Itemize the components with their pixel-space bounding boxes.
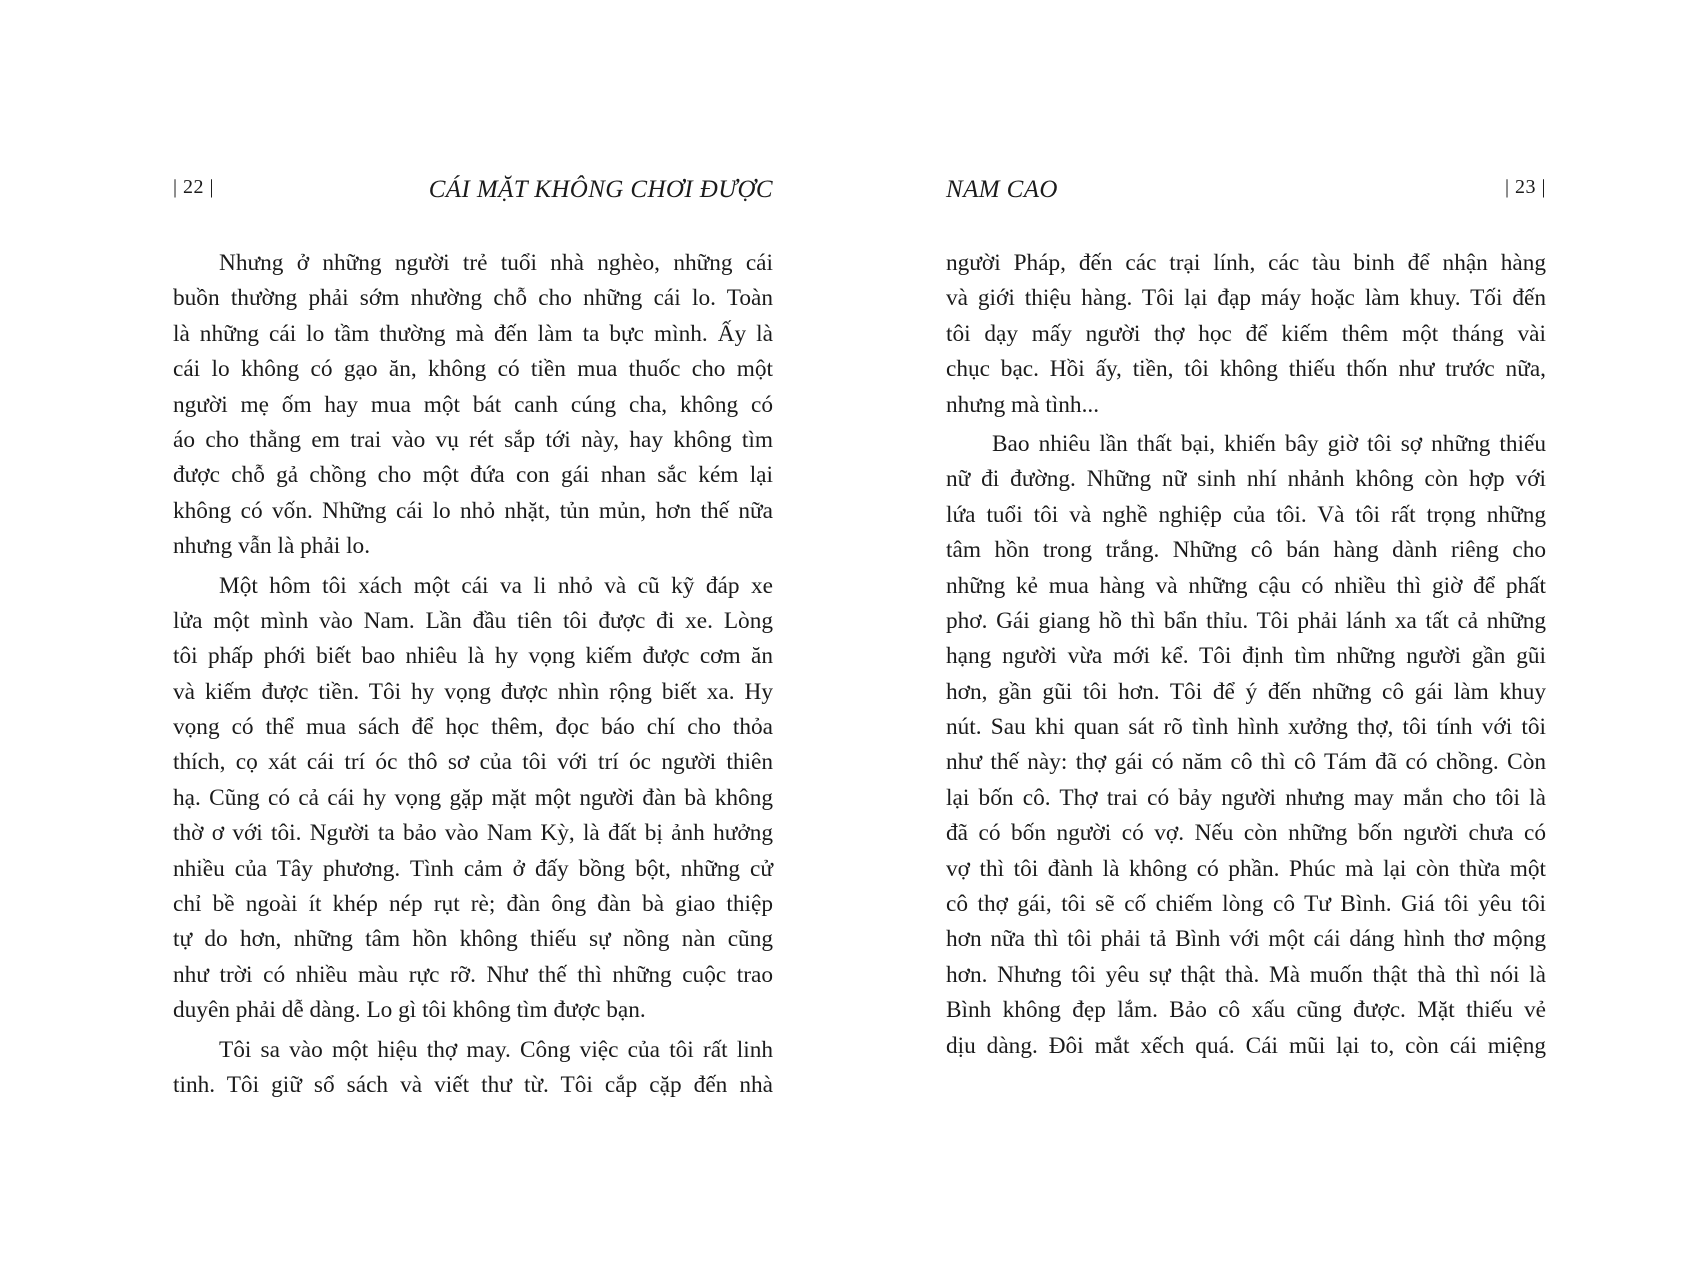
text-line: và kiếm được tiền. Tôi hy vọng được nhìn rộng biết xa. Hy [173, 678, 773, 705]
text-line: nút. Sau khi quan sát rõ tình hình xưởng thợ, tôi tính với tôi [946, 714, 1546, 741]
text-line: nhưng mà tình... [946, 391, 1100, 418]
text-line: thờ ơ với tôi. Người ta bảo vào Nam Kỳ, là đất bị ảnh hưởng [173, 820, 773, 847]
text-line: cái lo không có gạo ăn, không có tiền mua thuốc cho một [173, 356, 773, 383]
text-line: phơ. Gái giang hồ thì bẩn thỉu. Tôi phải lánh xa tất cả những [946, 607, 1546, 634]
right-body-text [946, 246, 1546, 1064]
page-number-left: | 22 | [173, 176, 215, 198]
text-line: duyên phải dễ dàng. Lo gì tôi không tìm được bạn. [173, 997, 646, 1024]
text-line: vợ thì tôi đành là không có phần. Phúc mà lại còn thừa một [946, 855, 1546, 882]
text-line: tự do hơn, những tâm hồn không thiếu sự nồng nàn cũng [173, 926, 773, 953]
text-line: Nhưng ở những người trẻ tuổi nhà nghèo, những cái [219, 250, 773, 276]
text-line: Bình không đẹp lắm. Bảo cô xấu cũng được. Mặt thiếu vẻ [946, 997, 1546, 1024]
text-line: nhiều của Tây phương. Tình cảm ở đấy bồng bột, những cử [173, 855, 773, 882]
text-line: áo cho thằng em trai vào vụ rét sắp tới này, hay không tìm [173, 426, 773, 453]
paragraph [173, 246, 773, 565]
text-line: lứa tuổi tôi và nghề nghiệp của tôi. Và tôi rất trọng những [946, 501, 1546, 528]
text-line: cô thợ gái, tôi sẽ cố chiếm lòng cô Tư Bình. Giá tôi yêu tôi [946, 891, 1546, 918]
text-line: được chỗ gả chồng cho một đứa con gái nhan sắc kém lại [173, 462, 773, 489]
text-line: chỉ bề ngoài ít khép nép rụt rè; đàn ông đàn bà giao thiệp [173, 891, 773, 918]
text-line: lửa một mình vào Nam. Lần đầu tiên tôi được đi xe. Lòng [173, 607, 773, 634]
text-line: dịu dàng. Đôi mắt xếch quá. Cái mũi lại to, còn cái miệng [946, 1032, 1546, 1059]
text-line: hạng người vừa mới kể. Tôi định tìm những người gần gũi [946, 643, 1546, 670]
running-title-left: CÁI MẶT KHÔNG CHƠI ĐƯỢC [428, 176, 773, 203]
text-line: Tôi sa vào một hiệu thợ may. Công việc của tôi rất linh [219, 1036, 773, 1063]
text-line: nhưng vẫn là phải lo. [173, 533, 371, 560]
text-line: tôi dạy mấy người thợ học để kiếm thêm một tháng vài [946, 320, 1546, 347]
right-page [946, 0, 1546, 1271]
text-line: không có vốn. Những cái lo nhỏ nhặt, tủn mủn, hơn thế nữa [173, 497, 773, 524]
text-line: chục bạc. Hồi ấy, tiền, tôi không thiếu thốn như trước nữa, [946, 356, 1546, 383]
text-line: hơn nữa thì tôi phải tả Bình với một cái dáng hình thơ mộng [946, 926, 1546, 953]
text-line: vọng có thể mua sách để học thêm, đọc báo chí cho thỏa [173, 714, 773, 741]
text-line: đã có bốn người có vợ. Nếu còn những bốn người chưa có [946, 820, 1546, 847]
text-line: tâm hồn trong trắng. Những cô bán hàng dành riêng cho [946, 537, 1546, 564]
text-line: nữ đi đường. Những nữ sinh nhí nhảnh không còn hợp với [946, 466, 1546, 493]
text-line: và giới thiệu hàng. Tôi lại đạp máy hoặc làm khuy. Tối đến [946, 285, 1546, 312]
text-line: Bao nhiêu lần thất bại, khiến bây giờ tôi sợ những thiếu [992, 430, 1546, 457]
left-page [173, 0, 773, 1271]
text-line: buồn thường phải sớm nhường chỗ cho những cái lo. Toàn [173, 285, 773, 312]
paragraph [173, 569, 773, 1029]
page-number-right: | 23 | [1504, 176, 1546, 198]
text-line: Một hôm tôi xách một cái va li nhỏ và cũ kỹ đáp xe [219, 572, 773, 599]
text-line: lại bốn cô. Thợ trai có bảy người nhưng may mắn cho tôi là [946, 784, 1546, 811]
paragraph [946, 246, 1546, 423]
text-line: là những cái lo tầm thường mà đến làm ta bực mình. Ấy là [173, 320, 773, 347]
text-line: hơn, gần gũi tôi hơn. Tôi để ý đến những cô gái làm khuy [946, 678, 1546, 705]
text-line: thích, cọ xát cái trí óc thô sơ của tôi với trí óc người thiên [173, 749, 773, 776]
text-line: người Pháp, đến các trại lính, các tàu binh để nhận hàng [946, 250, 1546, 276]
text-line: như trời có nhiều màu rực rỡ. Như thế thì những cuộc trao [173, 961, 773, 988]
right-running-head [946, 172, 1546, 212]
text-line: tôi phấp phới biết bao nhiêu là hy vọng kiếm được cơm ăn [173, 643, 773, 670]
running-title-right: NAM CAO [946, 176, 1058, 203]
text-line: hơn. Nhưng tôi yêu sự thật thà. Mà muốn thật thà thì nói là [946, 961, 1546, 988]
text-line: những kẻ mua hàng và những cậu có nhiều thì giờ để phất [946, 572, 1546, 599]
text-line: như thế này: thợ gái có năm cô thì cô Tám đã có chồng. Còn [946, 749, 1546, 776]
text-line: tinh. Tôi giữ sổ sách và viết thư từ. Tôi cắp cặp đến nhà [173, 1071, 773, 1098]
text-line: hạ. Cũng có cả cái hy vọng gặp mặt một người đàn bà không [173, 784, 773, 811]
left-body-text [173, 246, 773, 1103]
paragraph [946, 427, 1546, 1064]
paragraph [173, 1033, 773, 1104]
text-line: người mẹ ốm hay mua một bát canh cúng cha, không có [173, 391, 773, 418]
left-running-head [173, 172, 773, 212]
